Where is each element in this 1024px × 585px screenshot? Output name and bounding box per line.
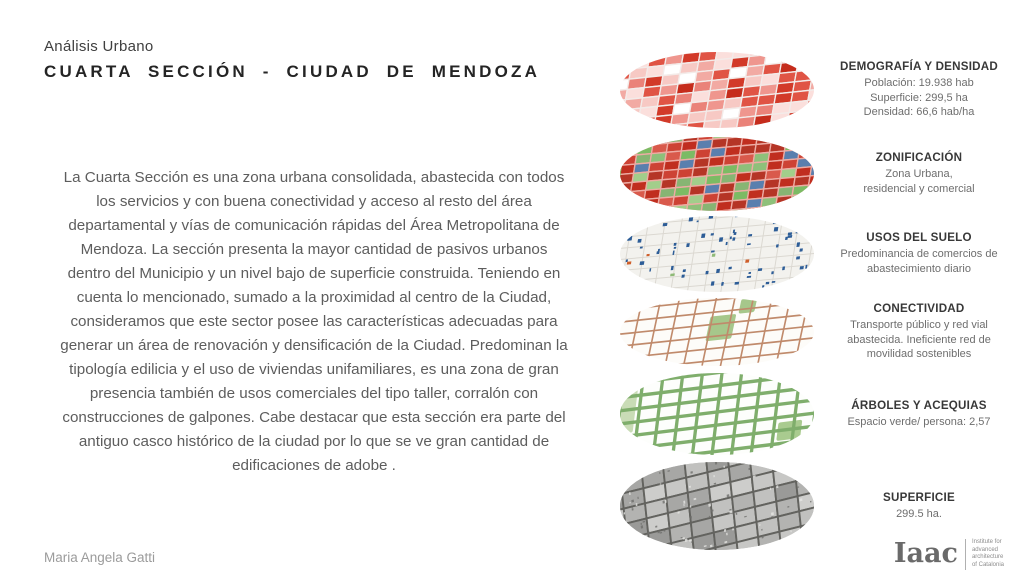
map-thumbnail-wrap [610, 50, 824, 130]
layer-description-line: Población: 19.938 hab [864, 76, 974, 89]
layer-description-line: Zona Urbana, [885, 168, 953, 181]
map-superficie-thumbnail [617, 460, 817, 552]
layer-description [828, 415, 1010, 430]
map-thumbnail-wrap [610, 135, 824, 213]
layer-title: DEMOGRAFÍA Y DENSIDAD [840, 59, 998, 73]
layer-description-line: abastecimiento diario [867, 263, 971, 275]
layer-title: CONECTIVIDAD [873, 301, 965, 315]
layer-description-line: Predominancia de comercios de [840, 248, 998, 261]
map-arboles-acequias-thumbnail [617, 371, 817, 457]
map-layer-label [824, 60, 1014, 120]
layer-description-line: Espacio verde/ persona: 2,57 [847, 415, 991, 428]
map-layer-label [824, 151, 1014, 196]
iaac-logo-caption-line: advanced [971, 546, 998, 553]
layer-title: ZONIFICACIÓN [875, 151, 963, 165]
iaac-logo-wordmark: Iaac [893, 538, 958, 570]
layer-description-line: Transporte público y red vial [850, 318, 988, 331]
layer-description-line: Superficie: 299,5 ha [870, 91, 968, 104]
map-layer-row-arboles-acequias [610, 370, 1014, 458]
map-layer-label [824, 231, 1014, 276]
map-layer-row-conectividad [610, 294, 1014, 370]
layer-description-line: Densidad: 66,6 hab/ha [863, 106, 975, 119]
page-title: CUARTA SECCIÓN - CIUDAD DE MENDOZA [44, 62, 541, 81]
map-layer-row-usos-del-suelo [610, 214, 1014, 294]
map-thumbnail-wrap [610, 214, 824, 294]
map-demografia-densidad-thumbnail [617, 50, 817, 130]
layer-description [828, 318, 1010, 362]
iaac-logo-caption-line: architecture [971, 554, 1004, 561]
iaac-logo-caption-line: Institute for [971, 538, 1002, 545]
layer-description [828, 76, 1010, 120]
layer-title: SUPERFICIE [883, 490, 955, 504]
slide-subtitle: Análisis Urbano [44, 38, 154, 55]
layer-description-line: 299.5 ha. [896, 507, 942, 520]
iaac-logo-caption [965, 539, 1004, 570]
iaac-logo-caption-line: of Catalonia [971, 562, 1004, 569]
layer-title: ÁRBOLES Y ACEQUIAS [851, 398, 987, 412]
map-layers-column [610, 46, 1014, 554]
layer-description-line: abastecida. Ineficiente red de [847, 333, 991, 346]
map-layer-row-zonificacion [610, 134, 1014, 214]
map-thumbnail-wrap [610, 296, 824, 368]
layer-description [828, 247, 1010, 276]
map-usos-del-suelo-thumbnail [617, 214, 817, 294]
map-layer-label [824, 491, 1014, 522]
map-conectividad-thumbnail [617, 296, 817, 368]
author-name: Maria Angela Gatti [44, 550, 156, 565]
layer-description [828, 167, 1010, 196]
layer-title: USOS DEL SUELO [866, 231, 972, 245]
map-layer-label [824, 302, 1014, 362]
map-zonificacion-thumbnail [617, 135, 817, 213]
map-layer-row-demografia-densidad [610, 46, 1014, 134]
layer-description-line: movilidad sostenibles [866, 348, 972, 361]
map-layer-label [824, 399, 1014, 430]
header [44, 38, 540, 82]
layer-description-line: residencial y comercial [863, 183, 975, 195]
map-thumbnail-wrap [610, 460, 824, 552]
description-paragraph: La Cuarta Sección es una zona urbana consolidada, abastecida con todos los servicios y con buena conectividad y acceso al resto del área departamental y vías de comunicación rápidas del Área Metropolitana de Mendoza. La sección presenta la mayor cantidad de pasivos urbanos dentro del Municipio y un nivel bajo de superficie construida. Teniendo en cuenta lo mencionado, sumado a la proximidad al centro de la Ciudad, consideramos que este sector posee las características adecuadas para generar un área de renovación y densificación de la Ciudad. Predominan la tipología edilicia y el uso de viviendas unifamiliares, es una zona de gran presencia también de usos comerciales del tipo taller, corralón con construcciones de galpones. Cabe destacar que esta sección era parte del antiguo casco histórico de la ciudad por lo que se ve gran cantidad de edificaciones de adobe . [60, 169, 568, 475]
map-thumbnail-wrap [610, 371, 824, 457]
iaac-logo [894, 539, 1004, 570]
layer-description [828, 507, 1010, 522]
